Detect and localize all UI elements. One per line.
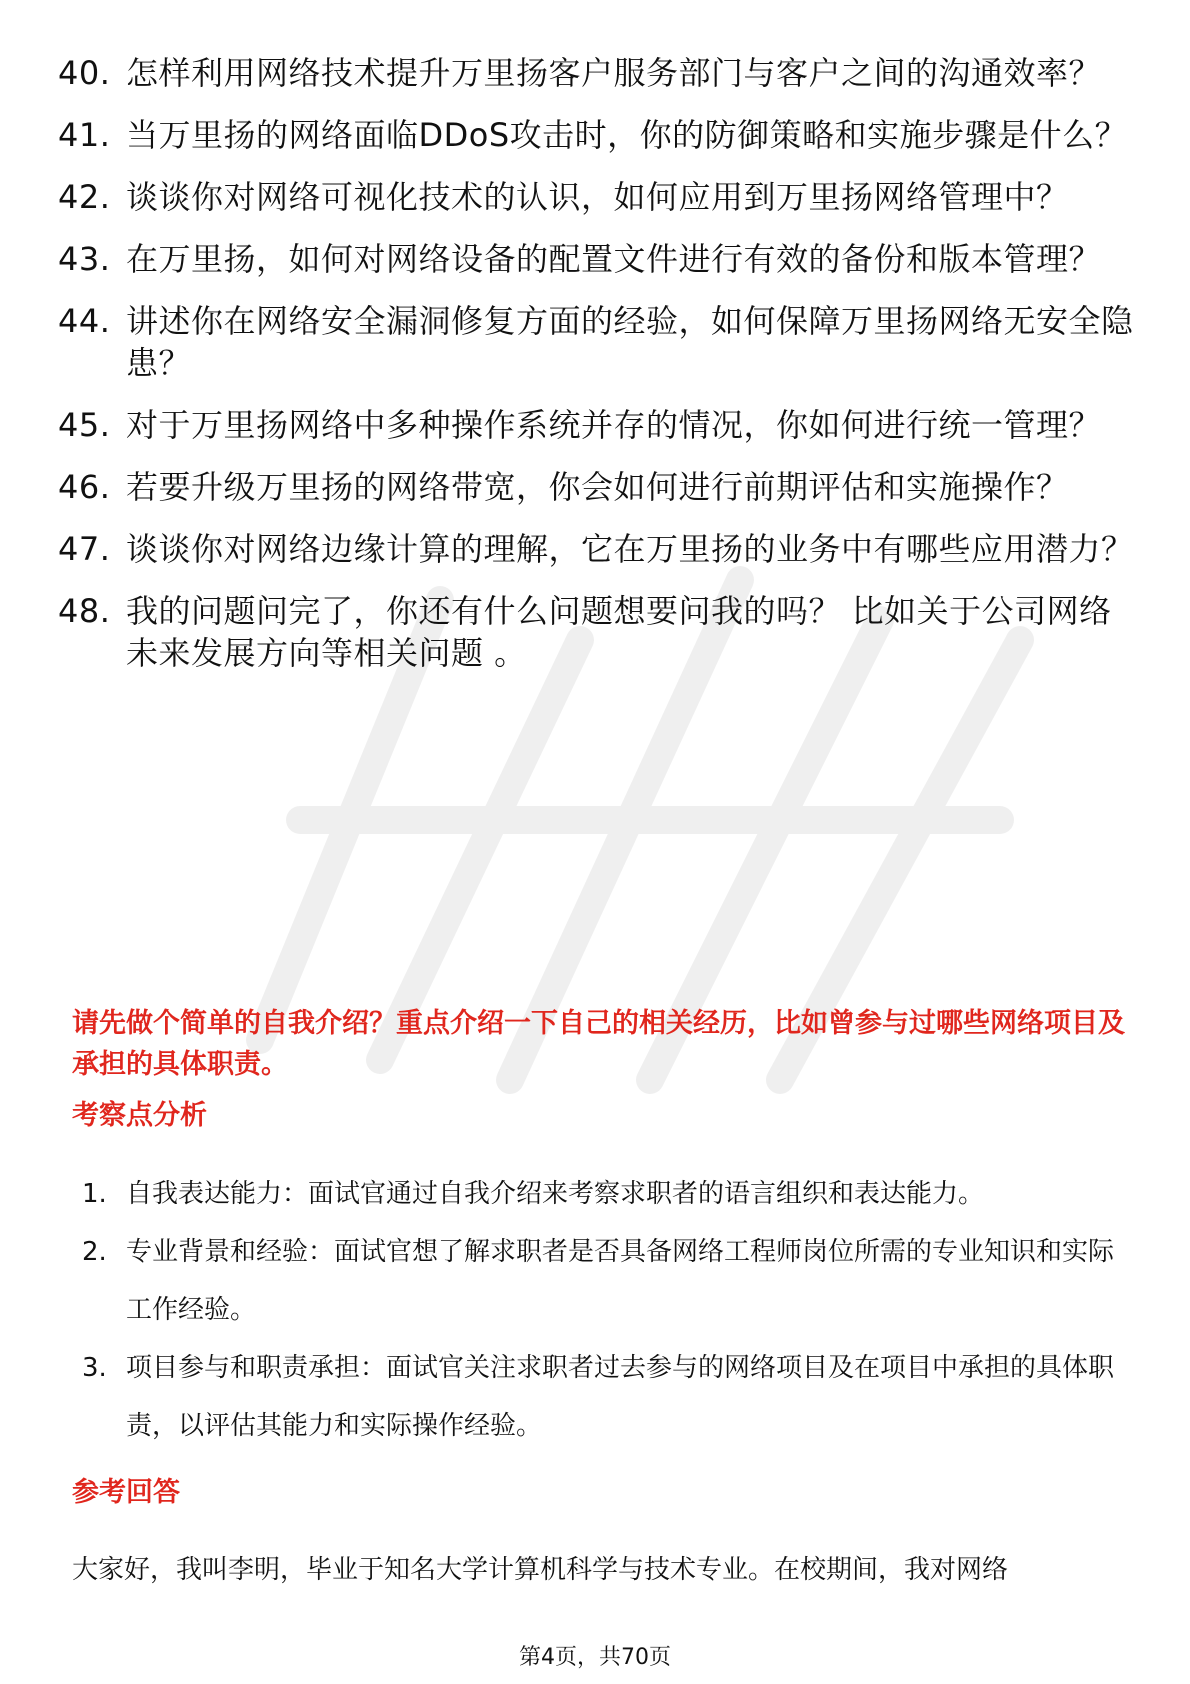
- analysis-item: [82, 1165, 1122, 1223]
- analysis-list: [82, 1165, 1122, 1455]
- question-number: 47.: [58, 530, 111, 568]
- question-text: 对于万里扬网络中多种操作系统并存的情况，你如何进行统一管理？: [126, 406, 1102, 444]
- analysis-number: 1.: [82, 1179, 107, 1209]
- analysis-text: 自我表达能力：面试官通过自我介绍来考察求职者的语言组织和表达能力。: [126, 1179, 985, 1209]
- question-number: 40.: [58, 54, 111, 92]
- question-number: 46.: [58, 468, 111, 506]
- analysis-text: 专业背景和经验：面试官想了解求职者是否具备网络工程师岗位所需的专业知识和实际工作经验。: [126, 1237, 1115, 1325]
- question-number: 45.: [58, 406, 111, 444]
- question-item: [58, 238, 1138, 280]
- question-item: [58, 466, 1138, 508]
- answer-heading: 参考回答: [72, 1477, 180, 1508]
- question-number: 41.: [58, 116, 111, 154]
- analysis-item: [82, 1223, 1122, 1339]
- question-item: [58, 590, 1138, 674]
- question-text: 谈谈你对网络边缘计算的理解，它在万里扬的业务中有哪些应用潜力？: [126, 530, 1134, 568]
- intro-question-heading: 请先做个简单的自我介绍？重点介绍一下自己的相关经历，比如曾参与过哪些网络项目及承担的具体职责。: [72, 1008, 1125, 1080]
- question-text: 当万里扬的网络面临DDoS攻击时，你的防御策略和实施步骤是什么？: [126, 116, 1128, 154]
- question-text: 若要升级万里扬的网络带宽，你会如何进行前期评估和实施操作？: [126, 468, 1069, 506]
- question-number: 42.: [58, 178, 111, 216]
- question-number: 48.: [58, 592, 111, 630]
- answer-body: 大家好，我叫李明，毕业于知名大学计算机科学与技术专业。在校期间，我对网络: [72, 1555, 1009, 1585]
- analysis-text: 项目参与和职责承担：面试官关注求职者过去参与的网络项目及在项目中承担的具体职责，以评估其能力和实际操作经验。: [126, 1353, 1115, 1441]
- question-text: 怎样利用网络技术提升万里扬客户服务部门与客户之间的沟通效率？: [126, 54, 1102, 92]
- question-item: [58, 52, 1138, 94]
- question-item: [58, 404, 1138, 446]
- question-item: [58, 114, 1138, 156]
- question-item: [58, 300, 1138, 384]
- analysis-heading: 考察点分析: [72, 1100, 207, 1131]
- question-item: [58, 176, 1138, 218]
- question-text: 谈谈你对网络可视化技术的认识，如何应用到万里扬网络管理中？: [126, 178, 1069, 216]
- question-list: [58, 52, 1138, 694]
- question-text: 我的问题问完了，你还有什么问题想要问我的吗？ 比如关于公司网络未来发展方向等相关问题 。: [126, 592, 1112, 672]
- page-footer: 第4页，共70页: [519, 1645, 671, 1670]
- analysis-number: 3.: [82, 1353, 107, 1383]
- question-number: 43.: [58, 240, 111, 278]
- analysis-item: [82, 1339, 1122, 1455]
- question-text: 在万里扬，如何对网络设备的配置文件进行有效的备份和版本管理？: [126, 240, 1102, 278]
- analysis-number: 2.: [82, 1237, 107, 1267]
- question-number: 44.: [58, 302, 111, 340]
- question-text: 讲述你在网络安全漏洞修复方面的经验，如何保障万里扬网络无安全隐患？: [126, 302, 1134, 382]
- question-item: [58, 528, 1138, 570]
